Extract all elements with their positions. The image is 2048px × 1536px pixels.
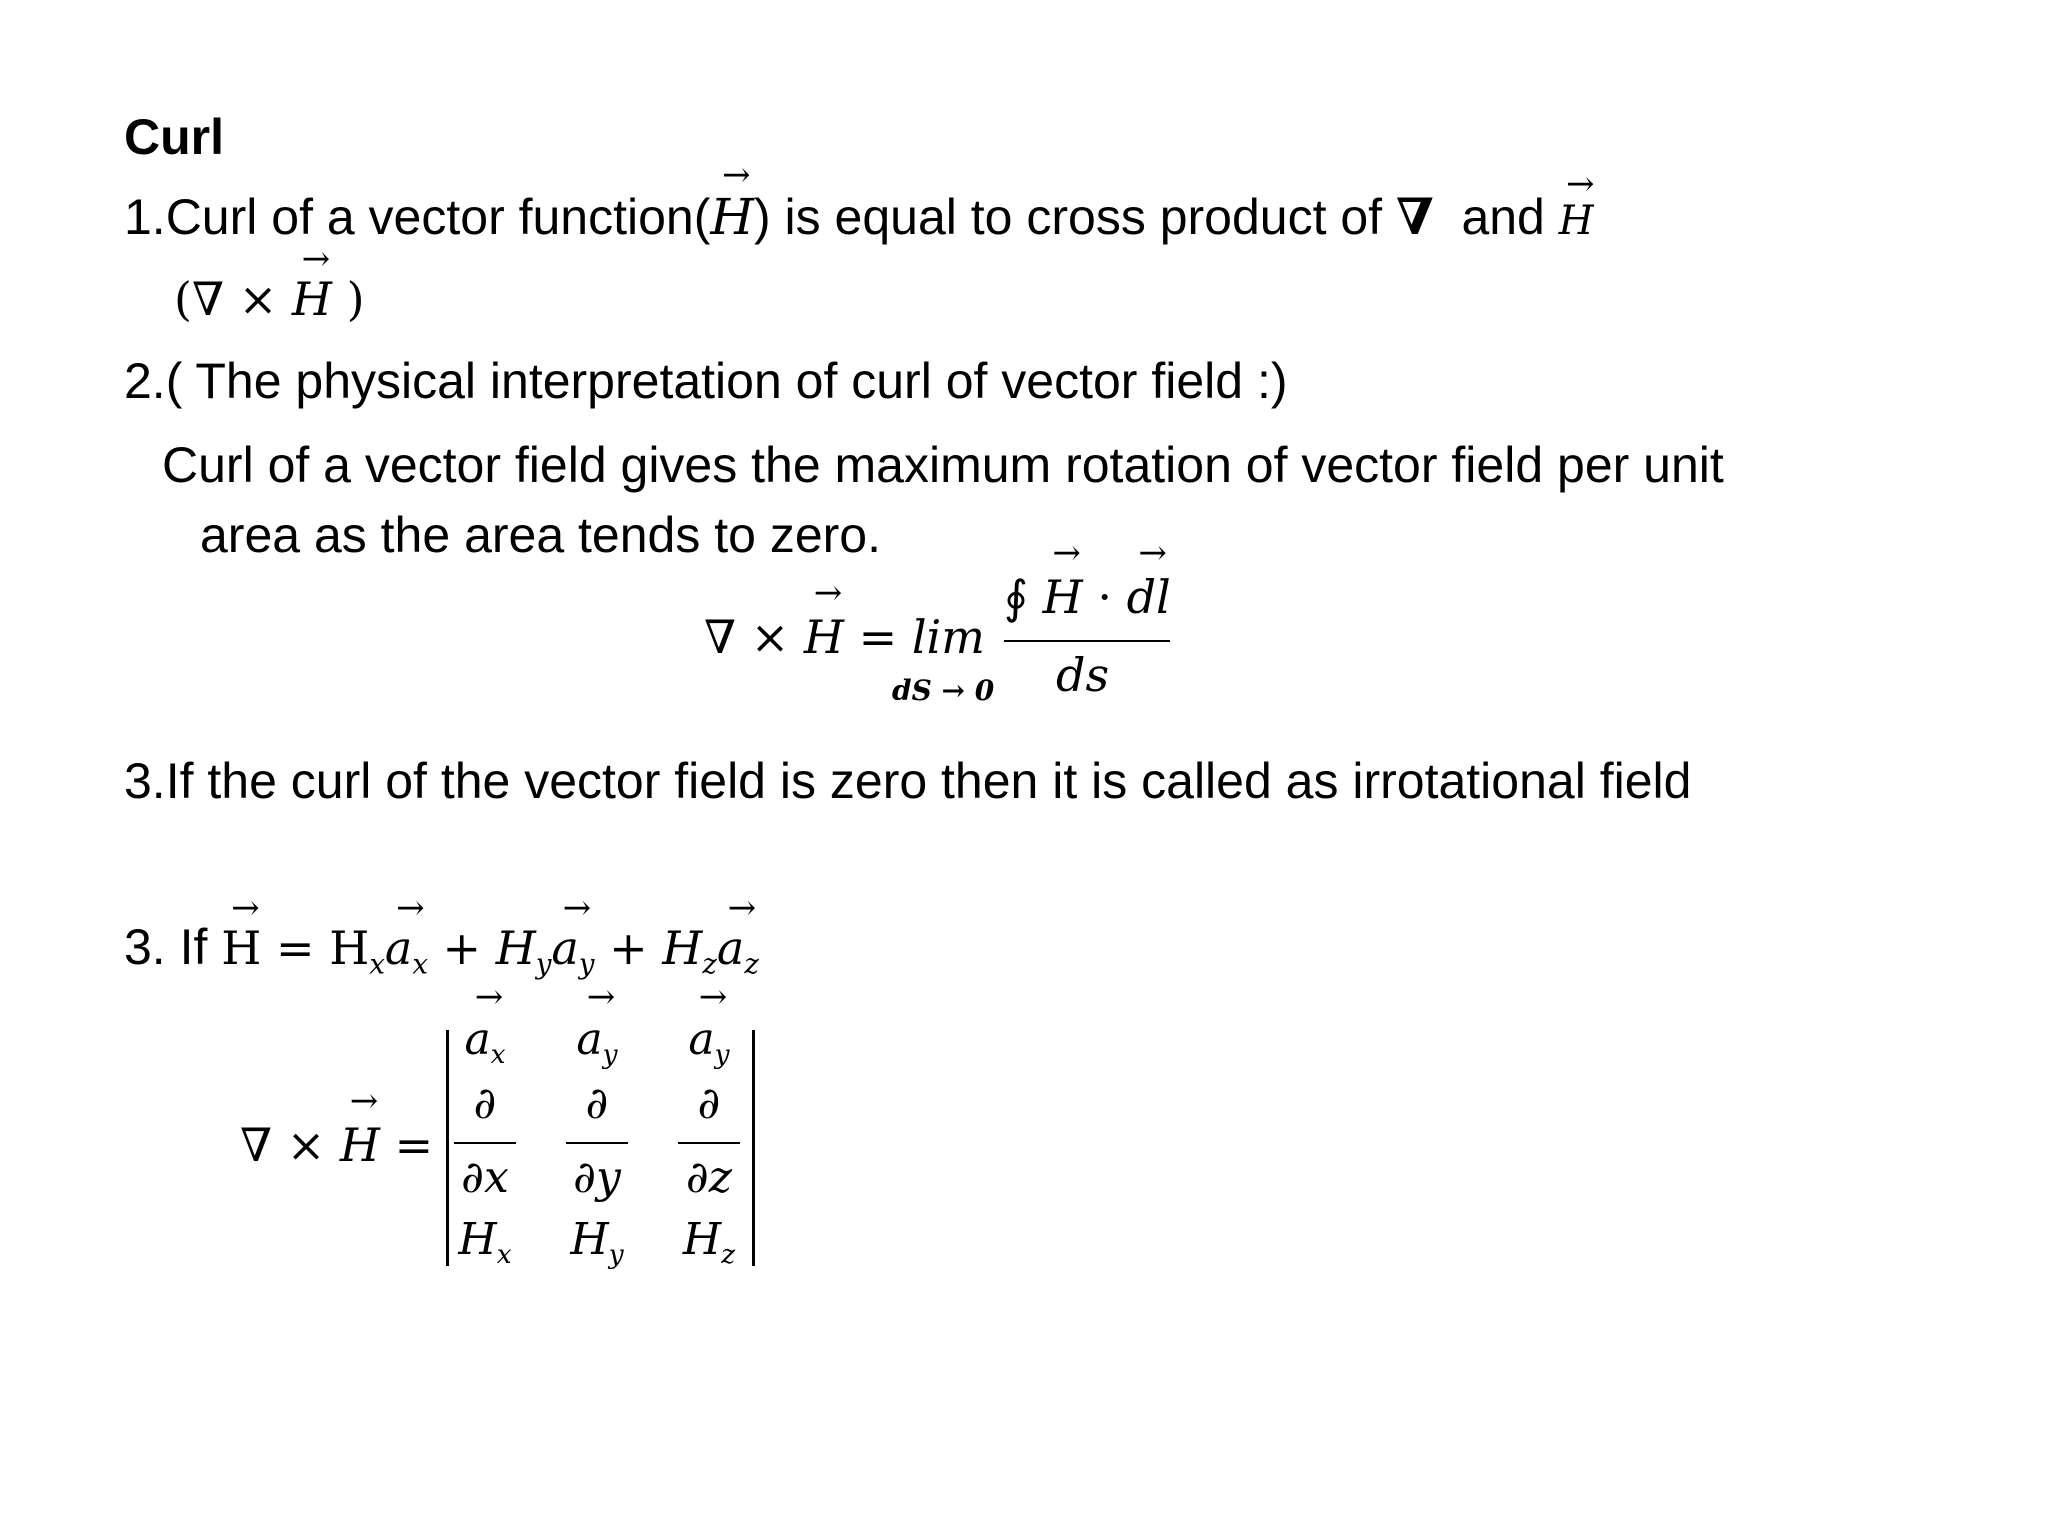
det-row3-col3: $H_z$ <box>682 1214 736 1271</box>
plus-sign: + <box>609 921 648 975</box>
term-x-coeff: H <box>329 921 370 975</box>
nabla-symbol: ∇ <box>1395 187 1434 246</box>
point-1-middle: ) is equal to cross product of <box>754 189 1383 245</box>
vector-arrow-icon: → <box>813 573 843 613</box>
point-4 <box>124 888 759 981</box>
point-1-expression <box>174 239 365 326</box>
det-partial-den-2: ∂y <box>573 1152 621 1203</box>
term-x-sub: x <box>369 947 385 981</box>
det-fraction-bar-1 <box>454 1142 516 1144</box>
contour-integral-icon: ∮ <box>1004 570 1028 624</box>
point-2-text-line-1: Curl of a vector field gives the maximum rotation of vector field per unit <box>162 437 1724 493</box>
equals-sign: = <box>276 921 315 975</box>
det-row3-col2: $H_y$ <box>570 1214 624 1271</box>
vector-h: → H <box>1559 201 1594 241</box>
term-z-coeff: H <box>662 921 703 975</box>
term-z-sub: z <box>702 947 717 981</box>
vector-h: → H <box>221 925 261 971</box>
vector-h: → H <box>292 276 332 322</box>
plus-sign: + <box>442 921 482 975</box>
curl-limit-formula <box>704 573 985 664</box>
vector-arrow-icon: → <box>301 239 331 279</box>
point-2-heading: 2.( The physical interpretation of curl of vector field :) <box>124 353 1288 409</box>
vector-arrow-icon: → <box>727 888 757 928</box>
formula-equals: = <box>858 610 898 664</box>
point-3: 3.If the curl of the vector field is zero then it is called as irrotational field <box>124 753 1692 809</box>
unit-vector-az: → $a_z$ <box>717 925 759 978</box>
vector-arrow-icon: → <box>349 1081 379 1121</box>
formula-numerator <box>1004 533 1171 624</box>
det-partial-den-1: ∂x <box>461 1152 509 1203</box>
fraction-bar <box>1004 640 1170 642</box>
formula-lim: lim <box>911 610 985 664</box>
det-partial-num-2: ∂ <box>585 1078 609 1129</box>
formula-denominator: ds <box>1056 648 1110 702</box>
det-row3-col1: $H_x$ <box>458 1214 512 1271</box>
vector-arrow-icon: → <box>1052 533 1081 573</box>
point-2-text-line-2: area as the area tends to zero. <box>200 507 881 563</box>
det-partial-den-3: ∂z <box>686 1152 732 1203</box>
point-4-prefix: 3. If <box>124 919 208 975</box>
point-1-prefix: 1.Curl of a vector function( <box>124 189 711 245</box>
det-partial-num-1: ∂ <box>473 1078 497 1129</box>
det-fraction-bar-3 <box>678 1142 740 1144</box>
formula-lhs: ∇ × <box>704 610 804 664</box>
det-row1-col1: → $a_x$ <box>464 977 506 1071</box>
formula-limit-under: dS → 0 <box>892 674 995 707</box>
det-row1-col2: → $a_y$ <box>576 977 618 1071</box>
vector-h: → H <box>1043 570 1083 624</box>
vector-dl: → dl <box>1127 570 1171 624</box>
point-1-and: and <box>1461 189 1545 245</box>
vector-arrow-icon: → <box>1138 533 1167 573</box>
vector-h: → H <box>804 610 844 664</box>
vector-arrow-icon: → <box>1565 164 1595 204</box>
vector-h: → H <box>710 192 754 242</box>
expression-close: ) <box>331 272 365 326</box>
equals-sign: = <box>394 1118 434 1172</box>
vector-arrow-icon: → <box>396 888 425 928</box>
vector-h: → H <box>340 1118 380 1172</box>
det-partial-num-3: ∂ <box>697 1078 721 1129</box>
vector-arrow-icon: → <box>562 888 592 928</box>
term-y-sub: y <box>535 947 552 981</box>
det-row1-col3: → $a_y$ <box>688 977 730 1071</box>
point-1 <box>124 155 1595 246</box>
det-fraction-bar-2 <box>566 1142 628 1144</box>
vector-arrow-icon: → <box>721 155 751 195</box>
vector-arrow-icon: → <box>231 888 260 928</box>
unit-vector-ay: → $a_y$ <box>551 925 594 978</box>
dot-operator: · <box>1097 570 1112 624</box>
expression-open: (∇ × <box>174 272 292 326</box>
unit-vector-ax: → $a_x$ <box>385 925 428 978</box>
term-y-coeff: H <box>495 921 536 975</box>
determinant-lhs: ∇ × → H = <box>240 1081 434 1172</box>
slide-title: Curl <box>124 109 224 165</box>
